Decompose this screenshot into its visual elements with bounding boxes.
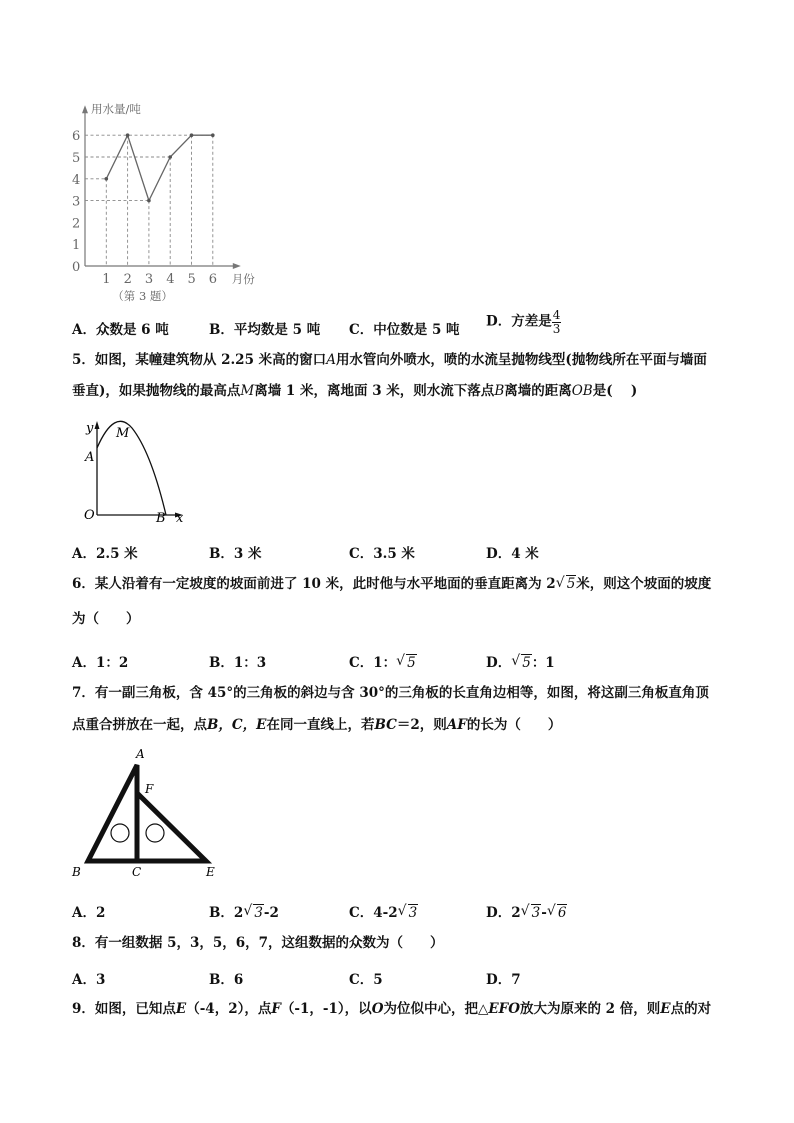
q9-line	[72, 1003, 711, 1017]
q6-option-d-prefix: D．	[486, 655, 512, 671]
radical-sign-icon: √	[520, 903, 530, 919]
q9-text-a: 9．如图，已知点	[72, 1001, 176, 1017]
q9-text-d: 为位似中心，把△	[383, 1001, 489, 1017]
q7-option-d-minus: -	[541, 905, 547, 921]
q7-label-c: C	[132, 865, 142, 879]
q5-var-m: M	[240, 383, 255, 399]
q7-label-a: A	[136, 747, 145, 761]
x-tick-label: 2	[123, 272, 132, 287]
q7-option-b	[209, 901, 279, 921]
q7-text-2d: 的长为（ ）	[466, 717, 562, 733]
q7-option-b-prefix: B．2	[209, 905, 244, 921]
q7-option-b-radicand: 3	[254, 905, 263, 921]
q5-var-ob: OB	[571, 383, 593, 399]
q7-text-2c: ＝2，则	[396, 717, 447, 733]
q7-text-2b: 在同一直线上，若	[266, 717, 375, 733]
radical-sign-icon: √	[396, 653, 406, 669]
q7-option-c-radicand: 3	[408, 905, 418, 921]
q6-option-d-radicand: 5	[522, 655, 531, 671]
q5-label-o: O	[84, 508, 95, 523]
chart-caption: （第 3 题）	[112, 289, 173, 303]
q7-hole-left	[111, 824, 129, 842]
q7-option-d-radicand-2: 6	[557, 905, 567, 921]
q7-option-d	[486, 901, 567, 921]
q4-fraction-denominator: 3	[552, 321, 561, 336]
q6-option-a: A．1：2	[72, 655, 129, 671]
radical-sign-icon: √	[546, 903, 556, 919]
q5-var-a: A	[326, 352, 336, 368]
q5-label-x: x	[176, 511, 184, 526]
x-tick-label: 1	[102, 272, 111, 287]
q8-option-c: C．5	[349, 972, 383, 988]
radical-sign-icon: √	[555, 575, 565, 591]
q9-var-f: F	[271, 1001, 281, 1017]
q6-option-b: B．1：3	[209, 655, 267, 671]
q9-text-c: （-1，-1），以	[280, 1001, 372, 1017]
q5-text-1b: 用水管向外喷水，喷的水流呈抛物线型(抛物线所在平面与墙面	[335, 352, 707, 368]
q7-var-bc: BC	[374, 717, 397, 733]
q7-triangle-fce	[137, 793, 206, 861]
q7-option-d-sqrt-2	[547, 905, 568, 921]
q7-option-c	[349, 901, 418, 921]
q9-text-e: 放大为原来的 2 倍，则	[519, 1001, 661, 1017]
y-tick-label: 1	[72, 238, 81, 254]
q9-var-e2: E	[660, 1001, 671, 1017]
q7-text-2a: 点重合拼放在一起，点	[72, 717, 207, 733]
x-tick-label: 3	[144, 272, 154, 287]
q5-option-d: D．4 米	[486, 546, 539, 562]
q7-label-b: B	[72, 865, 81, 879]
y-axis-label: 用水量/吨	[91, 102, 141, 117]
y-tick-label: 3	[72, 194, 81, 210]
q9-text-b: （-4，2），点	[186, 1001, 272, 1017]
x-tick-label: 6	[208, 272, 218, 287]
q5-label-y: y	[86, 421, 94, 436]
y-tick-label: 4	[72, 172, 81, 188]
q7-option-d-radicand-1: 3	[531, 905, 541, 921]
radical-sign-icon: √	[397, 903, 407, 919]
q6-sqrt-radicand: 5	[566, 576, 576, 592]
q7-line-1: 7．有一副三角板，含 45°的三角板的斜边与含 30°的三角板的长直角边相等，如图，将这副三角板直角顶	[72, 685, 709, 701]
q4-option-d-prefix: D．方差是	[486, 313, 552, 330]
y-tick-label: 0	[72, 260, 81, 275]
q7-option-d-sqrt-1	[521, 905, 542, 921]
q7-hole-right	[146, 824, 164, 842]
q5-label-a: A	[85, 450, 95, 465]
y-tick-label: 6	[72, 129, 81, 145]
q8-option-a: A．3	[72, 972, 106, 988]
q7-points: B，C，E	[207, 717, 267, 733]
q4-option-b: B．平均数是 5 吨	[209, 322, 321, 338]
x-tick-label: 5	[187, 272, 196, 287]
x-axis-label: 月份	[231, 272, 255, 286]
q5-option-a: A．2.5 米	[72, 546, 138, 562]
q7-label-f: F	[145, 782, 154, 796]
q7-option-c-prefix: C．4-2	[349, 905, 398, 921]
q5-text-1a: 5．如图，某幢建筑物从 2.25 米高的窗口	[72, 352, 327, 368]
q5-label-b: B	[156, 511, 166, 526]
q6-text-1b: 米，则这个坡面的坡度	[576, 576, 712, 592]
q9-var-efo: EFO	[488, 1001, 520, 1017]
q4-option-c: C．中位数是 5 吨	[349, 322, 460, 338]
x-tick-label: 4	[166, 272, 175, 287]
q9-var-o: O	[371, 1001, 384, 1017]
q6-line-2: 为（ ）	[72, 611, 140, 627]
q8-line: 8．有一组数据 5，3，5，6，7，这组数据的众数为（ ）	[72, 935, 444, 951]
q6-option-c-radicand: 5	[407, 655, 416, 671]
q7-option-a: A．2	[72, 905, 106, 921]
q5-label-m: M	[116, 426, 130, 441]
q7-option-b-suffix: -2	[263, 905, 279, 921]
y-tick-label: 2	[72, 216, 81, 232]
radical-sign-icon: √	[511, 653, 521, 669]
q7-var-af: AF	[446, 717, 467, 733]
q8-option-d: D．7	[486, 972, 521, 988]
q6-option-d-suffix: ：1	[531, 655, 555, 671]
q9-text-f: 点的对	[670, 1001, 712, 1017]
q7-triangle-abc	[88, 765, 137, 861]
y-tick-label: 5	[72, 151, 81, 166]
q9-var-e: E	[175, 1001, 187, 1017]
q5-text-2c: 离墙的距离	[504, 383, 572, 399]
q5-var-b: B	[494, 383, 505, 399]
radical-sign-icon: √	[243, 903, 253, 919]
q5-option-c: C．3.5 米	[349, 546, 415, 562]
q4-option-a: A．众数是 6 吨	[72, 322, 169, 338]
q7-option-d-prefix: D．2	[486, 905, 521, 921]
q7-option-c-sqrt	[398, 905, 419, 921]
q7-option-b-sqrt	[243, 905, 264, 921]
q6-option-c-prefix: C．1：	[349, 655, 397, 671]
q5-text-2b: 离墙 1 米，离地面 3 米，则水流下落点	[254, 383, 495, 399]
q4-fraction-numerator: 4	[552, 308, 561, 322]
q8-option-b: B．6	[209, 972, 244, 988]
q5-option-b: B．3 米	[209, 546, 262, 562]
q5-text-2d: 是( )	[592, 383, 638, 399]
q5-text-2a: 垂直)，如果抛物线的最高点	[72, 383, 241, 399]
q6-text-1a: 6．某人沿着有一定坡度的坡面前进了 10 米，此时他与水平地面的垂直距离为 2	[72, 576, 556, 592]
q7-label-e: E	[206, 865, 215, 879]
